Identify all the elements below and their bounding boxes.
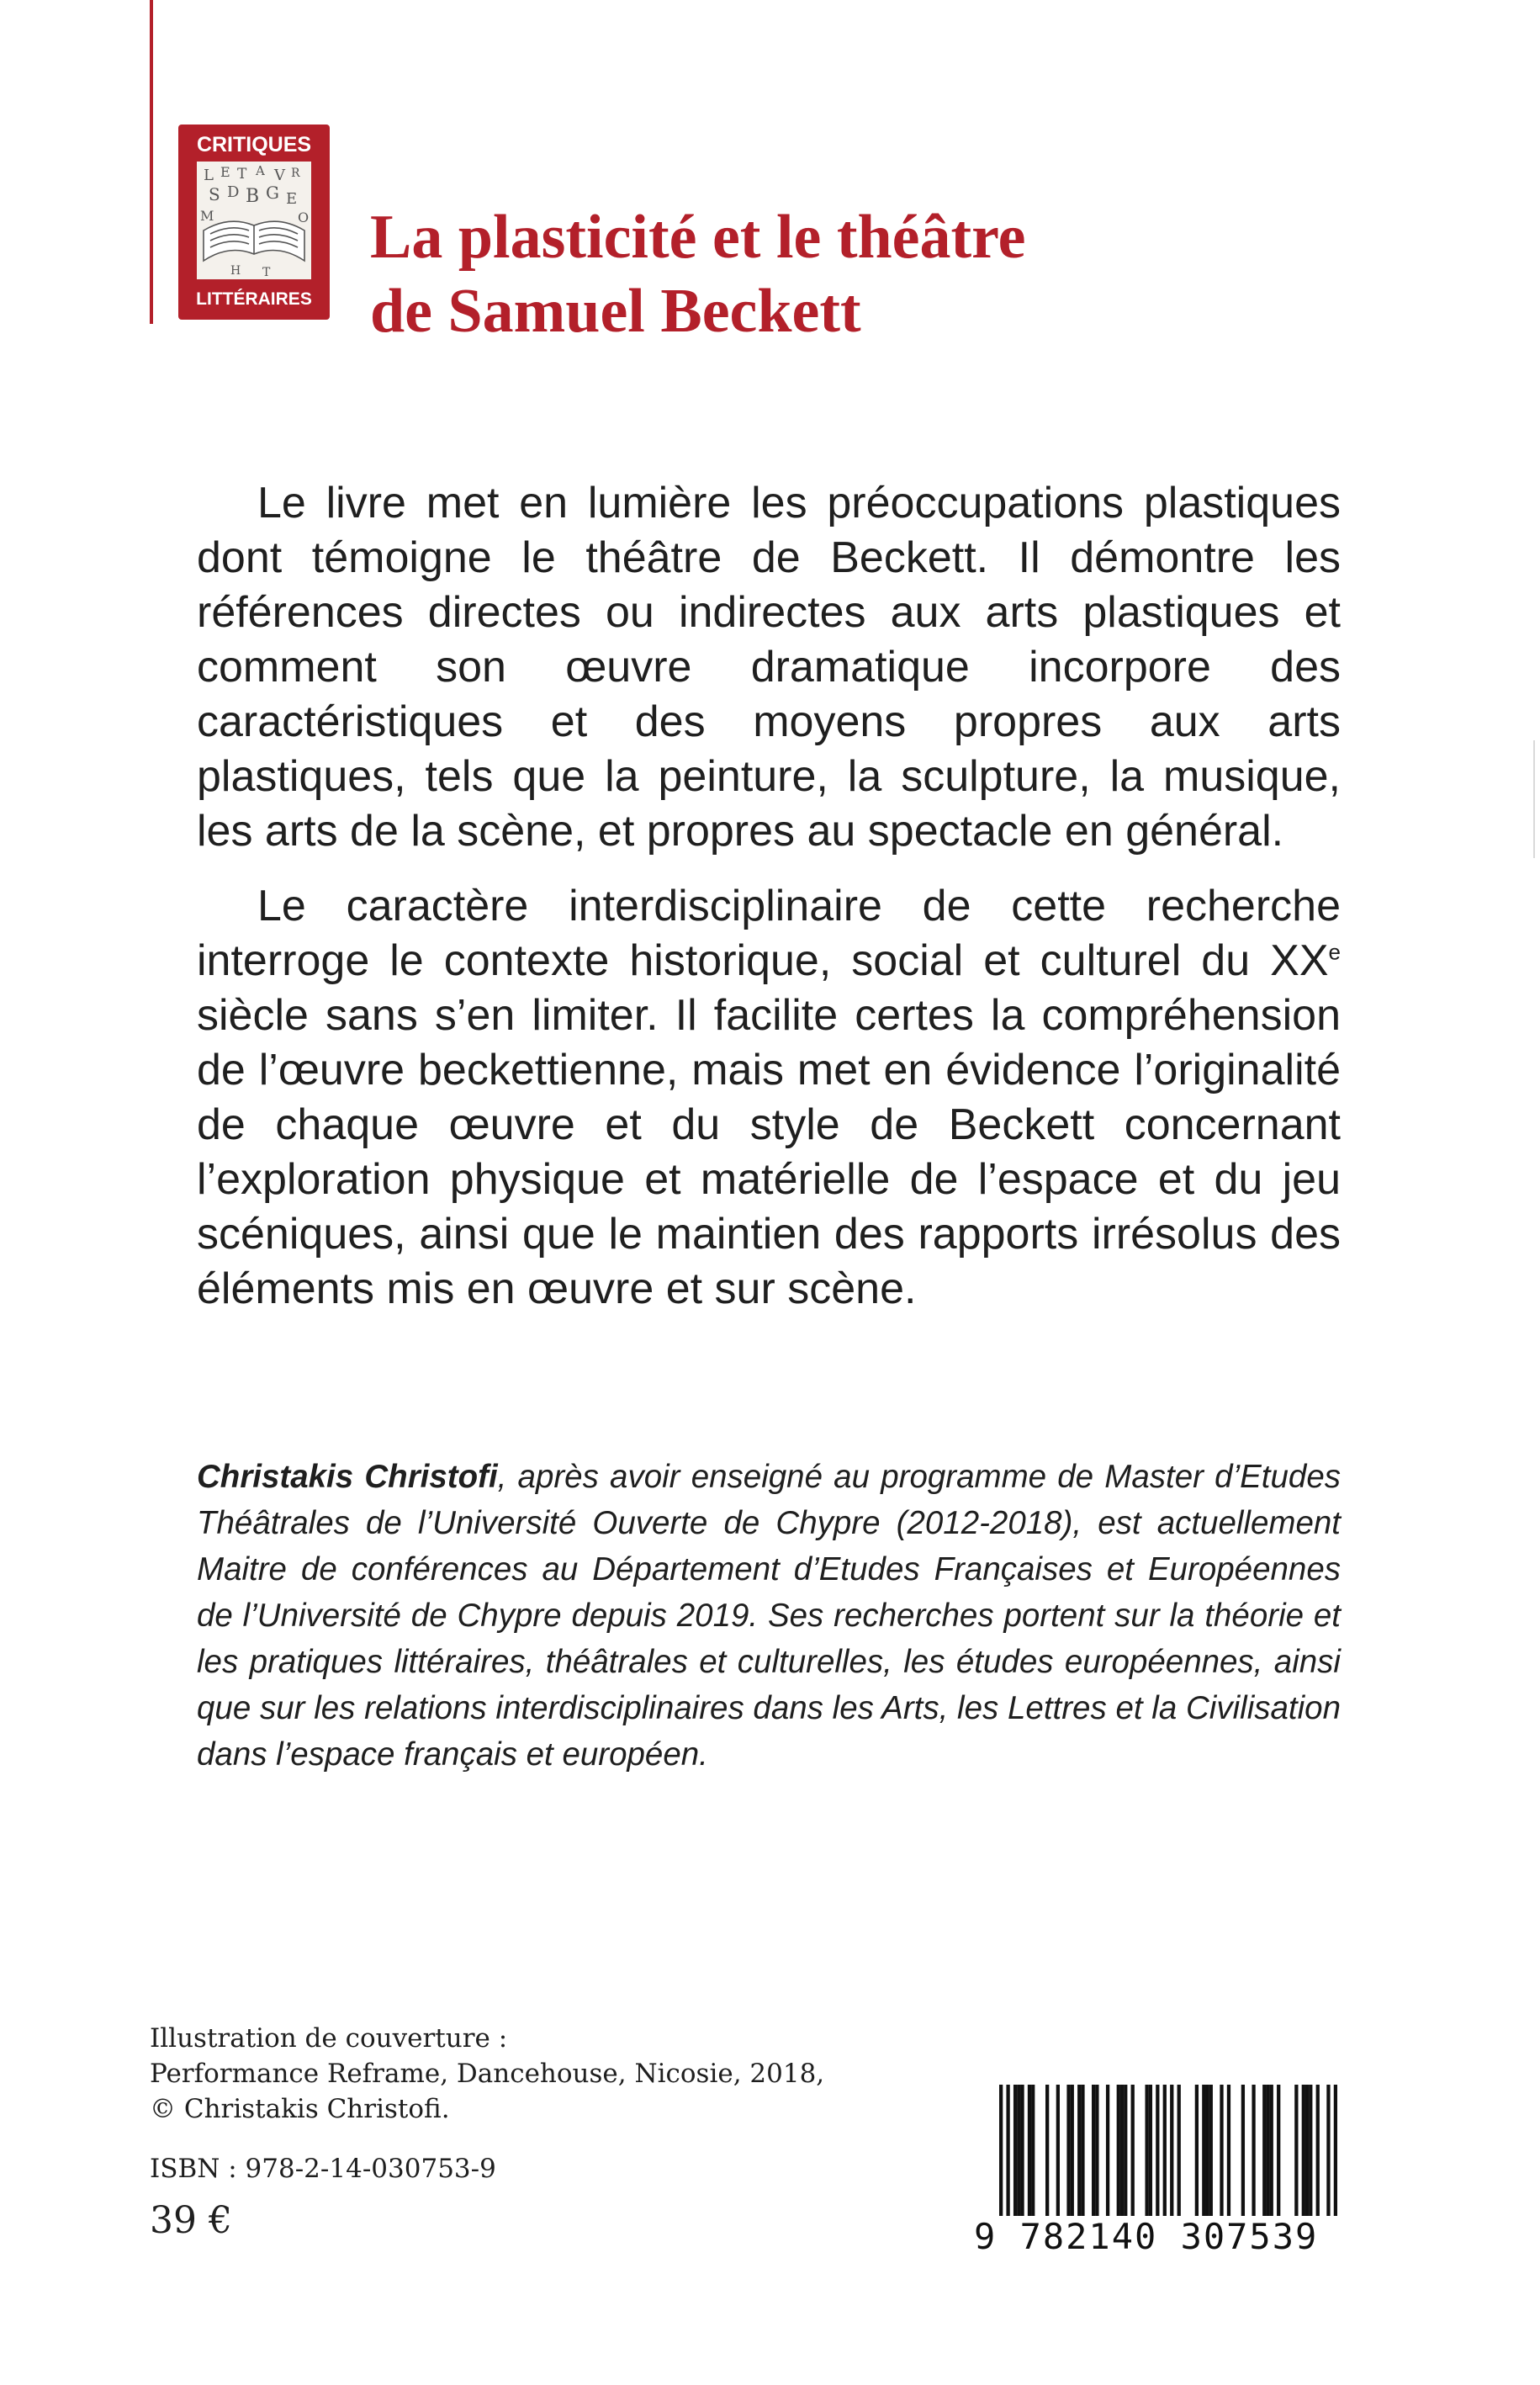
barcode-digits: 9 782140 307539: [974, 2216, 1344, 2258]
svg-text:E: E: [220, 164, 230, 180]
author-bio-text: , après avoir enseigné au programme de Master d’Etudes Théâtrales de l’Université Ouverte de Chypre (2012-2018), est actuellement Maitre de conférences au Département d’Etudes Françaises et Européennes de l’Université de Chypre depuis 2019. Ses recherches portent sur la théorie et les pratiques littéraires, théâtrales et culturelles, les études européennes, ainsi que sur les relations interdisciplinaires dans les Arts, les Lettres et la Civilisation dans l’espace français et européen.: [197, 1459, 1341, 1773]
barcode-bar: [1202, 2085, 1205, 2219]
book-title: [370, 200, 1463, 348]
barcode-bar: [1081, 2085, 1084, 2219]
svg-text:S: S: [209, 184, 220, 204]
svg-text:M: M: [200, 208, 214, 224]
svg-text:V: V: [274, 167, 285, 184]
barcode-bar: [1013, 2085, 1017, 2219]
credits-line-3: © Christakis Christofi.: [150, 2094, 450, 2124]
logo-top-text: CRITIQUES: [196, 133, 312, 156]
barcode-bar: [1017, 2085, 1020, 2219]
barcode-bar: [1241, 2085, 1245, 2219]
collection-logo: [178, 125, 330, 320]
svg-text:B: B: [246, 186, 260, 207]
svg-text:L: L: [204, 167, 214, 184]
barcode-bar: [1145, 2085, 1148, 2219]
svg-text:H: H: [230, 264, 241, 278]
barcode-bar: [1205, 2085, 1209, 2219]
svg-text:G: G: [266, 183, 279, 203]
barcode-bar: [1095, 2085, 1098, 2219]
book-title-line-1: La plasticité et le théâtre: [370, 203, 1026, 272]
open-book-with-letters-icon: [197, 162, 311, 279]
isbn-text: ISBN : 978-2-14-030753-9: [150, 2154, 496, 2184]
barcode-bar: [1209, 2085, 1213, 2219]
barcode-bar: [1177, 2085, 1181, 2219]
cover-credits: [150, 2021, 907, 2127]
summary-paragraph-2-start: Le caractère interdisciplinaire de cette recherche interroge le contexte historique, social et culturel du XX: [197, 882, 1341, 985]
author-bio: [197, 1454, 1341, 1778]
barcode-bar: [1149, 2085, 1152, 2219]
barcode-bar: [1045, 2085, 1049, 2219]
credits-line-2: Performance Reframe, Dancehouse, Nicosie, 2018,: [150, 2059, 825, 2089]
summary-paragraph-2: [197, 879, 1341, 1317]
barcode-bar: [1277, 2085, 1280, 2219]
summary-paragraph-2-end: siècle sans s’en limiter. Il facilite certes la compréhension de l’œuvre beckettienne, mais met en évidence l’originalité de chaque œuvre et du style de Beckett concernant l’exploration physique et matérielle de l’espace et du jeu scéniques, ainsi que le maintien des rapports irrésolus des éléments mis en œuvre et sur scène.: [197, 991, 1341, 1313]
barcode-bar: [1262, 2085, 1266, 2219]
barcode-bar: [1305, 2085, 1309, 2219]
accent-rule: [150, 0, 153, 324]
author-name: Christakis Christofi: [197, 1459, 498, 1495]
page-edge-mark: [1533, 740, 1535, 858]
svg-text:T: T: [262, 266, 271, 279]
barcode-bar: [1031, 2085, 1035, 2219]
price: 39 €: [150, 2199, 232, 2242]
barcode-bar: [1302, 2085, 1305, 2219]
svg-text:D: D: [227, 183, 240, 201]
century-superscript: e: [1328, 939, 1341, 965]
book-title-line-2: de Samuel Beckett: [370, 277, 861, 346]
summary-paragraph-1: Le livre met en lumière les préoccupations plastiques dont témoigne le théâtre de Beckett. Il démontre les références directes ou indirectes aux arts plastiques et comment son œuvre dramatique incorpore des caractéristiques et des moyens propres aux arts plastiques, tels que la peinture, la sculpture, la musique, les arts de la scène, et propres au spectacle en général.: [197, 479, 1341, 856]
barcode-bar: [1220, 2085, 1223, 2219]
barcode-bar: [1266, 2085, 1269, 2219]
barcode-bar: [1195, 2085, 1199, 2219]
barcode-bar: [1131, 2085, 1135, 2219]
svg-text:A: A: [256, 163, 265, 178]
logo-bottom-text: LITTÉRAIRES: [196, 289, 312, 309]
barcode-bar: [1124, 2085, 1127, 2219]
barcode-bar: [1092, 2085, 1095, 2219]
barcode-bar: [1077, 2085, 1081, 2219]
barcode-bar: [1294, 2085, 1298, 2219]
barcode-bar: [1020, 2085, 1024, 2219]
barcode-bar: [1071, 2085, 1074, 2219]
svg-text:O: O: [298, 209, 310, 225]
barcode-bar: [1156, 2085, 1159, 2219]
svg-text:R: R: [291, 167, 300, 180]
svg-text:T: T: [237, 166, 247, 183]
credits-line-1: Illustration de couverture :: [150, 2023, 508, 2054]
barcode-bar: [1117, 2085, 1120, 2219]
barcode-bar: [1120, 2085, 1124, 2219]
barcode-bar: [1028, 2085, 1031, 2219]
barcode-bar: [1227, 2085, 1230, 2219]
barcode-bar: [1056, 2085, 1060, 2219]
barcode-bar: [1066, 2085, 1070, 2219]
book-summary: [197, 476, 1341, 1337]
barcode-bar: [1270, 2085, 1273, 2219]
svg-text:E: E: [286, 190, 298, 208]
barcode-bar: [1106, 2085, 1109, 2219]
barcode-bar: [1309, 2085, 1312, 2219]
barcode-bar: [1316, 2085, 1320, 2219]
barcode-bar: [1252, 2085, 1255, 2219]
